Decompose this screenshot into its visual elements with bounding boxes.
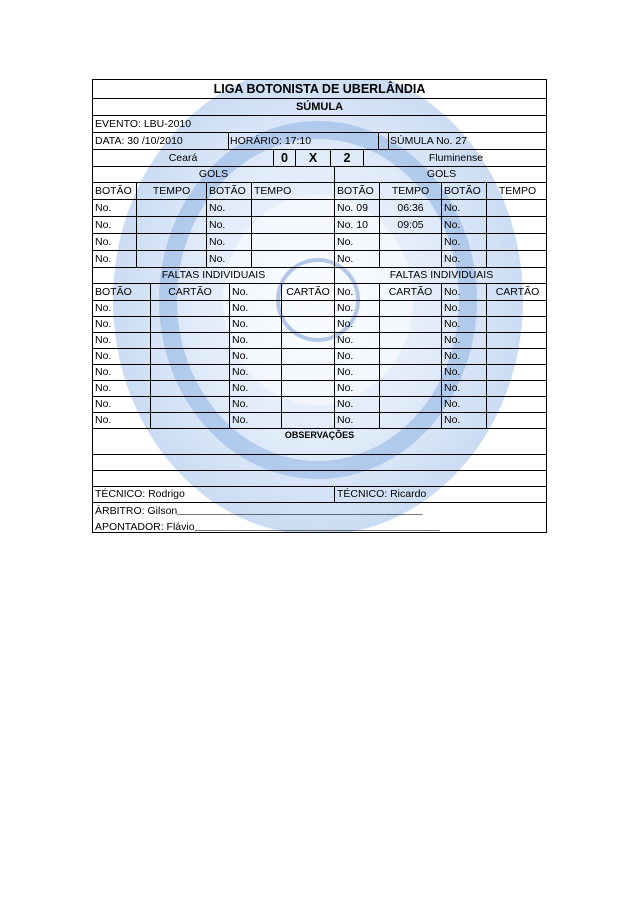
match-row [93, 150, 546, 167]
col-cartao: CARTÃO [486, 284, 547, 300]
col-botao: BOTÃO [206, 183, 251, 199]
sumula-sheet [92, 79, 547, 533]
foul-card [150, 333, 229, 348]
foul-row [93, 301, 546, 317]
goal-time [136, 200, 206, 216]
goal-player: No. [206, 234, 251, 250]
sumula-subtitle: SÚMULA [295, 100, 344, 113]
col-tempo: TEMPO [486, 183, 547, 199]
goal-row [93, 234, 546, 251]
foul-card [379, 349, 441, 364]
foul-player: No. [334, 349, 379, 364]
goal-time [136, 217, 206, 233]
goal-player: No. [95, 252, 112, 265]
foul-card [150, 413, 229, 428]
observations-line [93, 455, 546, 471]
col-botao: BOTÃO [334, 183, 379, 199]
goal-time: 06:36 [379, 200, 441, 216]
foul-player: No. [229, 381, 281, 396]
goal-time [379, 234, 441, 250]
foul-card [281, 381, 334, 396]
foul-player: No. [441, 365, 486, 380]
foul-card [150, 317, 229, 332]
date-row-divider [378, 133, 388, 149]
col-tempo: TEMPO [136, 183, 206, 199]
foul-player: No. [229, 413, 281, 428]
foul-row [93, 365, 546, 381]
goal-row [93, 217, 546, 234]
goals-header-row [93, 167, 546, 183]
foul-player: No. [95, 382, 112, 395]
goal-player: No. [441, 200, 486, 216]
goal-time [251, 217, 334, 233]
foul-card [486, 317, 547, 332]
goal-time [136, 251, 206, 267]
foul-card [281, 333, 334, 348]
col-tempo: TEMPO [379, 183, 441, 199]
goal-player: No. [441, 251, 486, 267]
away-score: 2 [330, 150, 363, 166]
foul-row [93, 333, 546, 349]
goal-player: No. [95, 218, 112, 231]
foul-card [486, 381, 547, 396]
goal-row [93, 200, 546, 217]
col-cartao: CARTÃO [281, 284, 334, 300]
foul-player: No. [95, 302, 112, 315]
goal-player: No. [95, 235, 112, 248]
foul-card [379, 365, 441, 380]
foul-player: No. [441, 301, 486, 316]
fouls-header-row [93, 268, 546, 284]
foul-card [150, 381, 229, 396]
home-goals-header: GOLS [198, 168, 229, 181]
foul-player: No. [334, 301, 379, 316]
goal-player: No. [206, 200, 251, 216]
foul-card [486, 397, 547, 412]
foul-player: No. [441, 333, 486, 348]
foul-card [281, 413, 334, 428]
subtitle-row [93, 99, 546, 116]
col-cartao: CARTÃO [150, 284, 229, 300]
col-no: No. [441, 284, 486, 300]
foul-card [281, 317, 334, 332]
foul-player: No. [441, 381, 486, 396]
observations-title: OBSERVAÇÕES [284, 429, 355, 440]
goal-time [251, 251, 334, 267]
goal-player: No. [206, 217, 251, 233]
league-title: LIGA BOTONISTA DE UBERLÂNDIA [213, 81, 426, 96]
home-coach: TÉCNICO: Rodrigo [95, 488, 185, 501]
foul-player: No. [95, 334, 112, 347]
referee-underline: ___________________________________________________________ [177, 506, 423, 515]
observations-header-row [93, 429, 546, 441]
scorer-underline: ___________________________________________________________ [194, 522, 440, 531]
col-botao: BOTÃO [95, 285, 132, 298]
goal-player: No. [206, 251, 251, 267]
goal-time: 09:05 [379, 217, 441, 233]
goal-time [486, 200, 547, 216]
score-separator: X [295, 150, 330, 166]
foul-player: No. [229, 317, 281, 332]
away-fouls-header: FALTAS INDIVIDUAIS [334, 268, 547, 283]
foul-player: No. [334, 365, 379, 380]
foul-card [281, 365, 334, 380]
foul-row [93, 317, 546, 333]
referee-name: ÁRBITRO: Gilson [95, 504, 178, 517]
foul-player: No. [229, 397, 281, 412]
foul-card [150, 365, 229, 380]
foul-player: No. [441, 413, 486, 428]
goal-time [251, 234, 334, 250]
officials-block [93, 503, 546, 533]
foul-card [379, 333, 441, 348]
foul-row [93, 349, 546, 365]
scorer-name: APONTADOR: Flávio [95, 520, 195, 533]
foul-row [93, 381, 546, 397]
foul-player: No. [229, 333, 281, 348]
goals-columns-row [93, 183, 546, 200]
home-score: 0 [273, 150, 295, 166]
goal-player: No. 09 [334, 200, 379, 216]
goal-player: No. [441, 234, 486, 250]
title-row [93, 80, 546, 99]
goal-time [136, 234, 206, 250]
goal-row [93, 251, 546, 268]
foul-card [281, 349, 334, 364]
foul-player: No. [334, 317, 379, 332]
col-cartao: CARTÃO [379, 284, 441, 300]
col-no: No. [229, 284, 281, 300]
foul-player: No. [229, 365, 281, 380]
referee-line [93, 503, 422, 519]
foul-player: No. [95, 414, 112, 427]
col-botao: BOTÃO [441, 183, 486, 199]
date-row [93, 133, 546, 150]
foul-card [379, 413, 441, 428]
away-coach: TÉCNICO: Ricardo [334, 487, 547, 502]
goal-player: No. 10 [334, 217, 379, 233]
foul-card [379, 397, 441, 412]
foul-row [93, 397, 546, 413]
event-label: EVENTO: LBU-2010 [95, 117, 192, 130]
foul-card [379, 301, 441, 316]
foul-player: No. [229, 349, 281, 364]
foul-card [486, 365, 547, 380]
goal-time [251, 200, 334, 216]
foul-player: No. [441, 317, 486, 332]
away-team: Fluminense [363, 150, 547, 166]
foul-player: No. [441, 397, 486, 412]
coaches-row [93, 487, 546, 503]
foul-card [150, 397, 229, 412]
goal-time [379, 251, 441, 267]
foul-card [281, 301, 334, 316]
foul-card [486, 413, 547, 428]
goal-time [486, 217, 547, 233]
foul-card [379, 317, 441, 332]
goal-player: No. [334, 234, 379, 250]
fouls-columns-row [93, 284, 546, 301]
foul-card [486, 301, 547, 316]
time-label: HORÁRIO: 17:10 [228, 133, 378, 149]
col-tempo: TEMPO [251, 183, 334, 199]
goal-time [486, 251, 547, 267]
foul-player: No. [334, 381, 379, 396]
goal-player: No. [95, 201, 112, 214]
foul-player: No. [95, 366, 112, 379]
goal-player: No. [334, 251, 379, 267]
foul-card [150, 301, 229, 316]
foul-card [150, 349, 229, 364]
goal-time [486, 234, 547, 250]
foul-player: No. [95, 350, 112, 363]
foul-player: No. [334, 413, 379, 428]
foul-player: No. [95, 398, 112, 411]
observations-line [93, 471, 546, 487]
foul-card [281, 397, 334, 412]
sumula-number: SÚMULA No. 27 [388, 133, 547, 149]
event-row [93, 116, 546, 133]
away-goals-header: GOLS [334, 167, 547, 182]
foul-player: No. [334, 397, 379, 412]
scorer-line [93, 519, 439, 533]
col-botao: BOTÃO [95, 184, 132, 197]
foul-card [486, 333, 547, 348]
foul-player: No. [95, 318, 112, 331]
foul-card [486, 349, 547, 364]
foul-player: No. [229, 301, 281, 316]
foul-player: No. [441, 349, 486, 364]
date-label: DATA: 30 /10/2010 [95, 134, 183, 147]
observations-line [93, 441, 546, 455]
col-no: No. [334, 284, 379, 300]
goal-player: No. [441, 217, 486, 233]
foul-row [93, 413, 546, 429]
home-fouls-header: FALTAS INDIVIDUAIS [161, 269, 266, 282]
foul-player: No. [334, 333, 379, 348]
foul-card [379, 381, 441, 396]
home-team: Ceará [168, 151, 198, 164]
